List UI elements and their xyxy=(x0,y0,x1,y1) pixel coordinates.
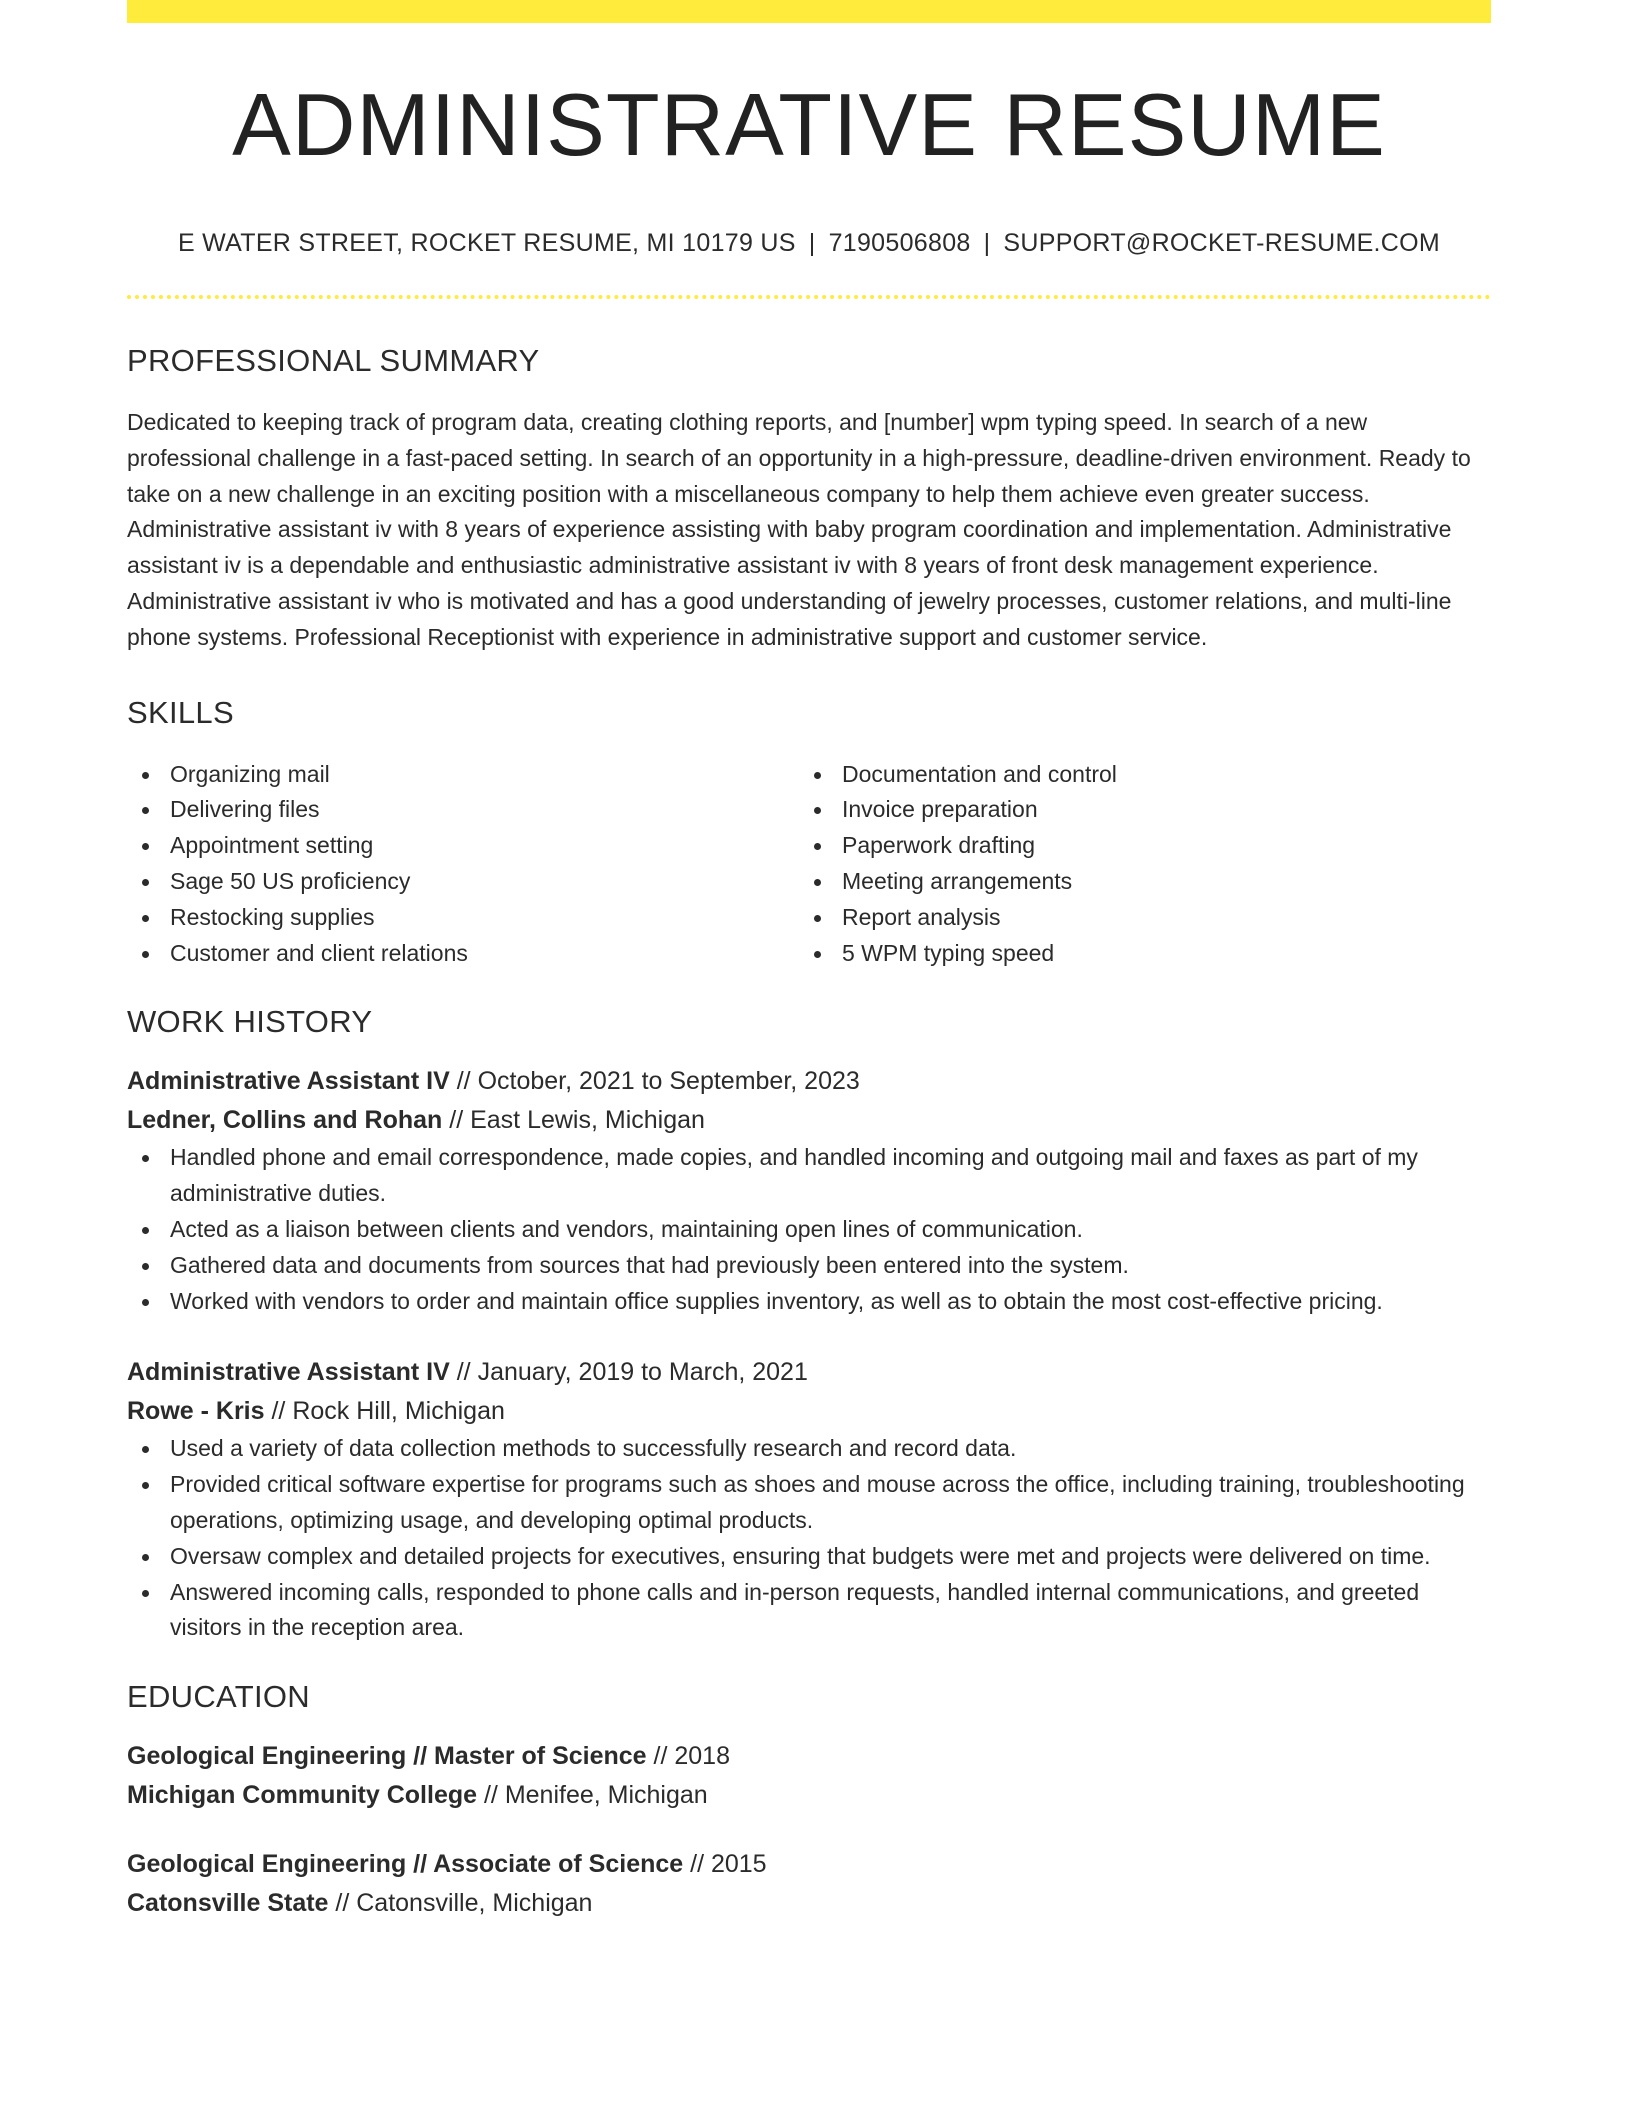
dotted-divider xyxy=(127,295,1491,299)
job-company: Rowe - Kris xyxy=(127,1397,265,1426)
resume-title: ADMINISTRATIVE RESUME xyxy=(232,75,1386,174)
contact-line xyxy=(127,229,1491,258)
skills-list-right xyxy=(799,757,1471,972)
contact-separator: | xyxy=(983,229,991,257)
education-degree: Geological Engineering // Master of Science xyxy=(127,1742,647,1771)
skill-item: Customer and client relations xyxy=(127,936,799,972)
job-dates: // October, 2021 to September, 2023 xyxy=(449,1067,860,1096)
skill-item: Invoice preparation xyxy=(799,792,1471,828)
skills-list-left xyxy=(127,757,799,972)
education-degree: Geological Engineering // Associate of Science xyxy=(127,1850,684,1879)
education-heading: EDUCATION xyxy=(127,1679,310,1715)
job-company-line xyxy=(127,1101,1491,1140)
job-duty: Used a variety of data collection methods to successfully research and record data. xyxy=(127,1431,1491,1467)
skill-item: Meeting arrangements xyxy=(799,864,1471,900)
education-location: // Catonsville, Michigan xyxy=(328,1889,593,1918)
skill-item: 5 WPM typing speed xyxy=(799,936,1471,972)
accent-top-bar xyxy=(127,0,1491,23)
job-duties-list xyxy=(127,1431,1491,1646)
skill-item: Documentation and control xyxy=(799,757,1471,793)
skill-item: Report analysis xyxy=(799,900,1471,936)
summary-heading: PROFESSIONAL SUMMARY xyxy=(127,343,540,378)
contact-phone: 7190506808 xyxy=(828,229,971,257)
work-history-heading: WORK HISTORY xyxy=(127,1004,373,1040)
education-school-line xyxy=(127,1884,1491,1923)
skill-item: Organizing mail xyxy=(127,757,799,793)
job-duty: Acted as a liaison between clients and vendors, maintaining open lines of communication. xyxy=(127,1212,1491,1248)
job-duties-list xyxy=(127,1140,1491,1319)
job-entry xyxy=(127,1062,1491,1319)
education-entry xyxy=(127,1845,1491,1923)
contact-separator: | xyxy=(808,229,816,257)
job-duty: Provided critical software expertise for programs such as shoes and mouse across the office, including training, troubleshooting operations, optimizing usage, and developing optimal products. xyxy=(127,1467,1491,1539)
job-duty: Answered incoming calls, responded to phone calls and in-person requests, handled internal communications, and greeted visitors in the reception area. xyxy=(127,1575,1491,1647)
resume-page xyxy=(127,0,1491,1923)
job-company: Ledner, Collins and Rohan xyxy=(127,1106,443,1135)
job-dates: // January, 2019 to March, 2021 xyxy=(449,1358,808,1387)
summary-text: Dedicated to keeping track of program data, creating clothing reports, and [number] wpm typing speed. In search of a new professional challenge in a fast-paced setting. In search of an opportunity in a high-pressure, deadline-driven environment. Ready to take on a new challenge in an exciting position with a miscellaneous company to help them achieve even greater success. Administrative assistant iv with 8 years of experience assisting with baby program coordination and implementation. Administrative assistant iv is a dependable and enthusiastic administrative assistant iv with 8 years of front desk management experience. Administrative assistant iv who is motivated and has a good understanding of jewelry processes, customer relations, and multi-line phone systems. Professional Receptionist with experience in administrative support and customer service. xyxy=(127,409,1471,650)
education-location: // Menifee, Michigan xyxy=(477,1781,708,1810)
education-school-line xyxy=(127,1776,1491,1815)
skill-item: Paperwork drafting xyxy=(799,828,1471,864)
job-location: // East Lewis, Michigan xyxy=(442,1106,705,1135)
skill-item: Delivering files xyxy=(127,792,799,828)
skill-item: Restocking supplies xyxy=(127,900,799,936)
job-role-line xyxy=(127,1353,1491,1392)
skill-item: Appointment setting xyxy=(127,828,799,864)
education-school: Michigan Community College xyxy=(127,1781,478,1810)
education-degree-line xyxy=(127,1845,1491,1884)
job-company-line xyxy=(127,1392,1491,1431)
skills-columns xyxy=(127,757,1491,972)
job-role-line xyxy=(127,1062,1491,1101)
skill-item: Sage 50 US proficiency xyxy=(127,864,799,900)
education-year: // 2018 xyxy=(646,1742,730,1771)
contact-address: E WATER STREET, ROCKET RESUME, MI 10179 US xyxy=(177,229,796,257)
job-duty: Worked with vendors to order and maintain office supplies inventory, as well as to obtain the most cost-effective pricing. xyxy=(127,1284,1491,1320)
job-entry xyxy=(127,1353,1491,1646)
education-year: // 2015 xyxy=(683,1850,767,1879)
job-role: Administrative Assistant IV xyxy=(127,1067,450,1096)
job-duty: Gathered data and documents from sources that had previously been entered into the system. xyxy=(127,1248,1491,1284)
education-entry xyxy=(127,1737,1491,1815)
job-duty: Handled phone and email correspondence, made copies, and handled incoming and outgoing mail and faxes as part of my administrative duties. xyxy=(127,1140,1491,1212)
skills-heading: SKILLS xyxy=(127,694,234,730)
contact-email: SUPPORT@ROCKET-RESUME.COM xyxy=(1003,229,1441,257)
education-school: Catonsville State xyxy=(127,1889,329,1918)
job-location: // Rock Hill, Michigan xyxy=(264,1397,505,1426)
job-duty: Oversaw complex and detailed projects for executives, ensuring that budgets were met and projects were delivered on time. xyxy=(127,1539,1491,1575)
job-role: Administrative Assistant IV xyxy=(127,1358,450,1387)
education-degree-line xyxy=(127,1737,1491,1776)
